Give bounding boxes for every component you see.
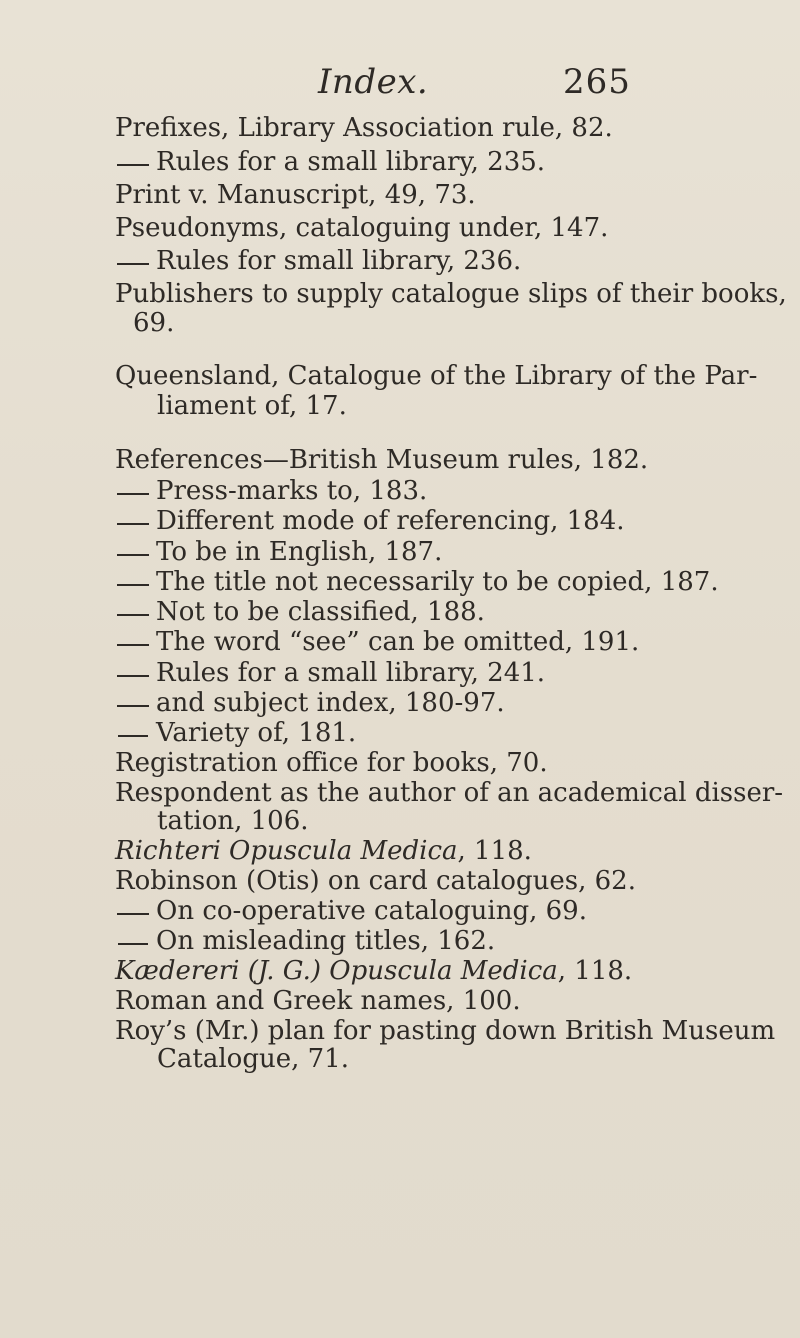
entry-text-composite	[115, 836, 532, 867]
dash-rule	[117, 263, 149, 265]
dash-rule	[117, 584, 149, 586]
entry-text: Variety of, 181.	[156, 718, 357, 748]
entry-text: Different mode of referencing, 184.	[156, 506, 625, 536]
page-header	[0, 62, 800, 110]
dash-rule	[118, 943, 148, 945]
entry-text: On misleading titles, 162.	[156, 926, 496, 956]
italic-title: Richteri Opuscula Medica	[115, 836, 458, 866]
entry-text: Robinson (Otis) on card catalogues, 62.	[115, 866, 636, 896]
entry-text: Rules for a small library, 241.	[156, 658, 546, 688]
entry-text: 69.	[133, 308, 175, 338]
entry-text-composite	[115, 956, 632, 987]
entry-text: Press-marks to, 183.	[156, 476, 428, 506]
entry-text: Print v. Manuscript, 49, 73.	[115, 180, 476, 210]
entry-text: and subject index, 180-97.	[156, 688, 505, 718]
entry-text: References—British Museum rules, 182.	[115, 445, 649, 475]
entry-text: tation, 106.	[157, 806, 309, 836]
entry-text: Prefixes, Library Association rule, 82.	[115, 113, 613, 143]
dash-rule	[117, 523, 149, 525]
entry-text: Registration office for books, 70.	[115, 748, 548, 778]
page-number: 265	[563, 62, 631, 102]
entry-text: To be in English, 187.	[156, 537, 443, 567]
entry-text-rest: , 118.	[457, 836, 532, 866]
entry-text: Respondent as the author of an academical disser-	[115, 778, 784, 808]
entry-text: Pseudonyms, cataloguing under, 147.	[115, 213, 609, 243]
entry-text: On co-operative cataloguing, 69.	[156, 896, 587, 926]
dash-rule	[117, 675, 149, 677]
dash-rule	[117, 614, 149, 616]
dash-rule	[117, 705, 149, 707]
entry-text: Rules for a small library, 235.	[156, 147, 546, 177]
running-title: Index.	[318, 62, 429, 102]
entry-text-rest: , 118.	[557, 956, 633, 986]
dash-rule	[117, 164, 149, 166]
entry-text: Rules for small library, 236.	[156, 246, 522, 276]
entry-text: The word “see” can be omitted, 191.	[156, 627, 640, 657]
entry-text: Queensland, Catalogue of the Library of the Par-	[115, 361, 758, 391]
entry-text: Roy’s (Mr.) plan for pasting down British Museum	[115, 1016, 776, 1046]
entry-text: Not to be classified, 188.	[156, 597, 485, 627]
entry-text: liament of, 17.	[157, 391, 347, 421]
italic-title: Kædereri (J. G.) Opuscula Medica	[115, 956, 558, 986]
entry-text: Roman and Greek names, 100.	[115, 986, 521, 1016]
dash-rule	[117, 554, 149, 556]
entry-text: Publishers to supply catalogue slips of their books,	[115, 279, 787, 309]
dash-rule	[117, 913, 149, 915]
entry-text: Catalogue, 71.	[157, 1044, 349, 1074]
dash-rule	[118, 735, 148, 737]
dash-rule	[117, 644, 149, 646]
entry-text: The title not necessarily to be copied, 187.	[156, 567, 719, 597]
dash-rule	[117, 493, 149, 495]
